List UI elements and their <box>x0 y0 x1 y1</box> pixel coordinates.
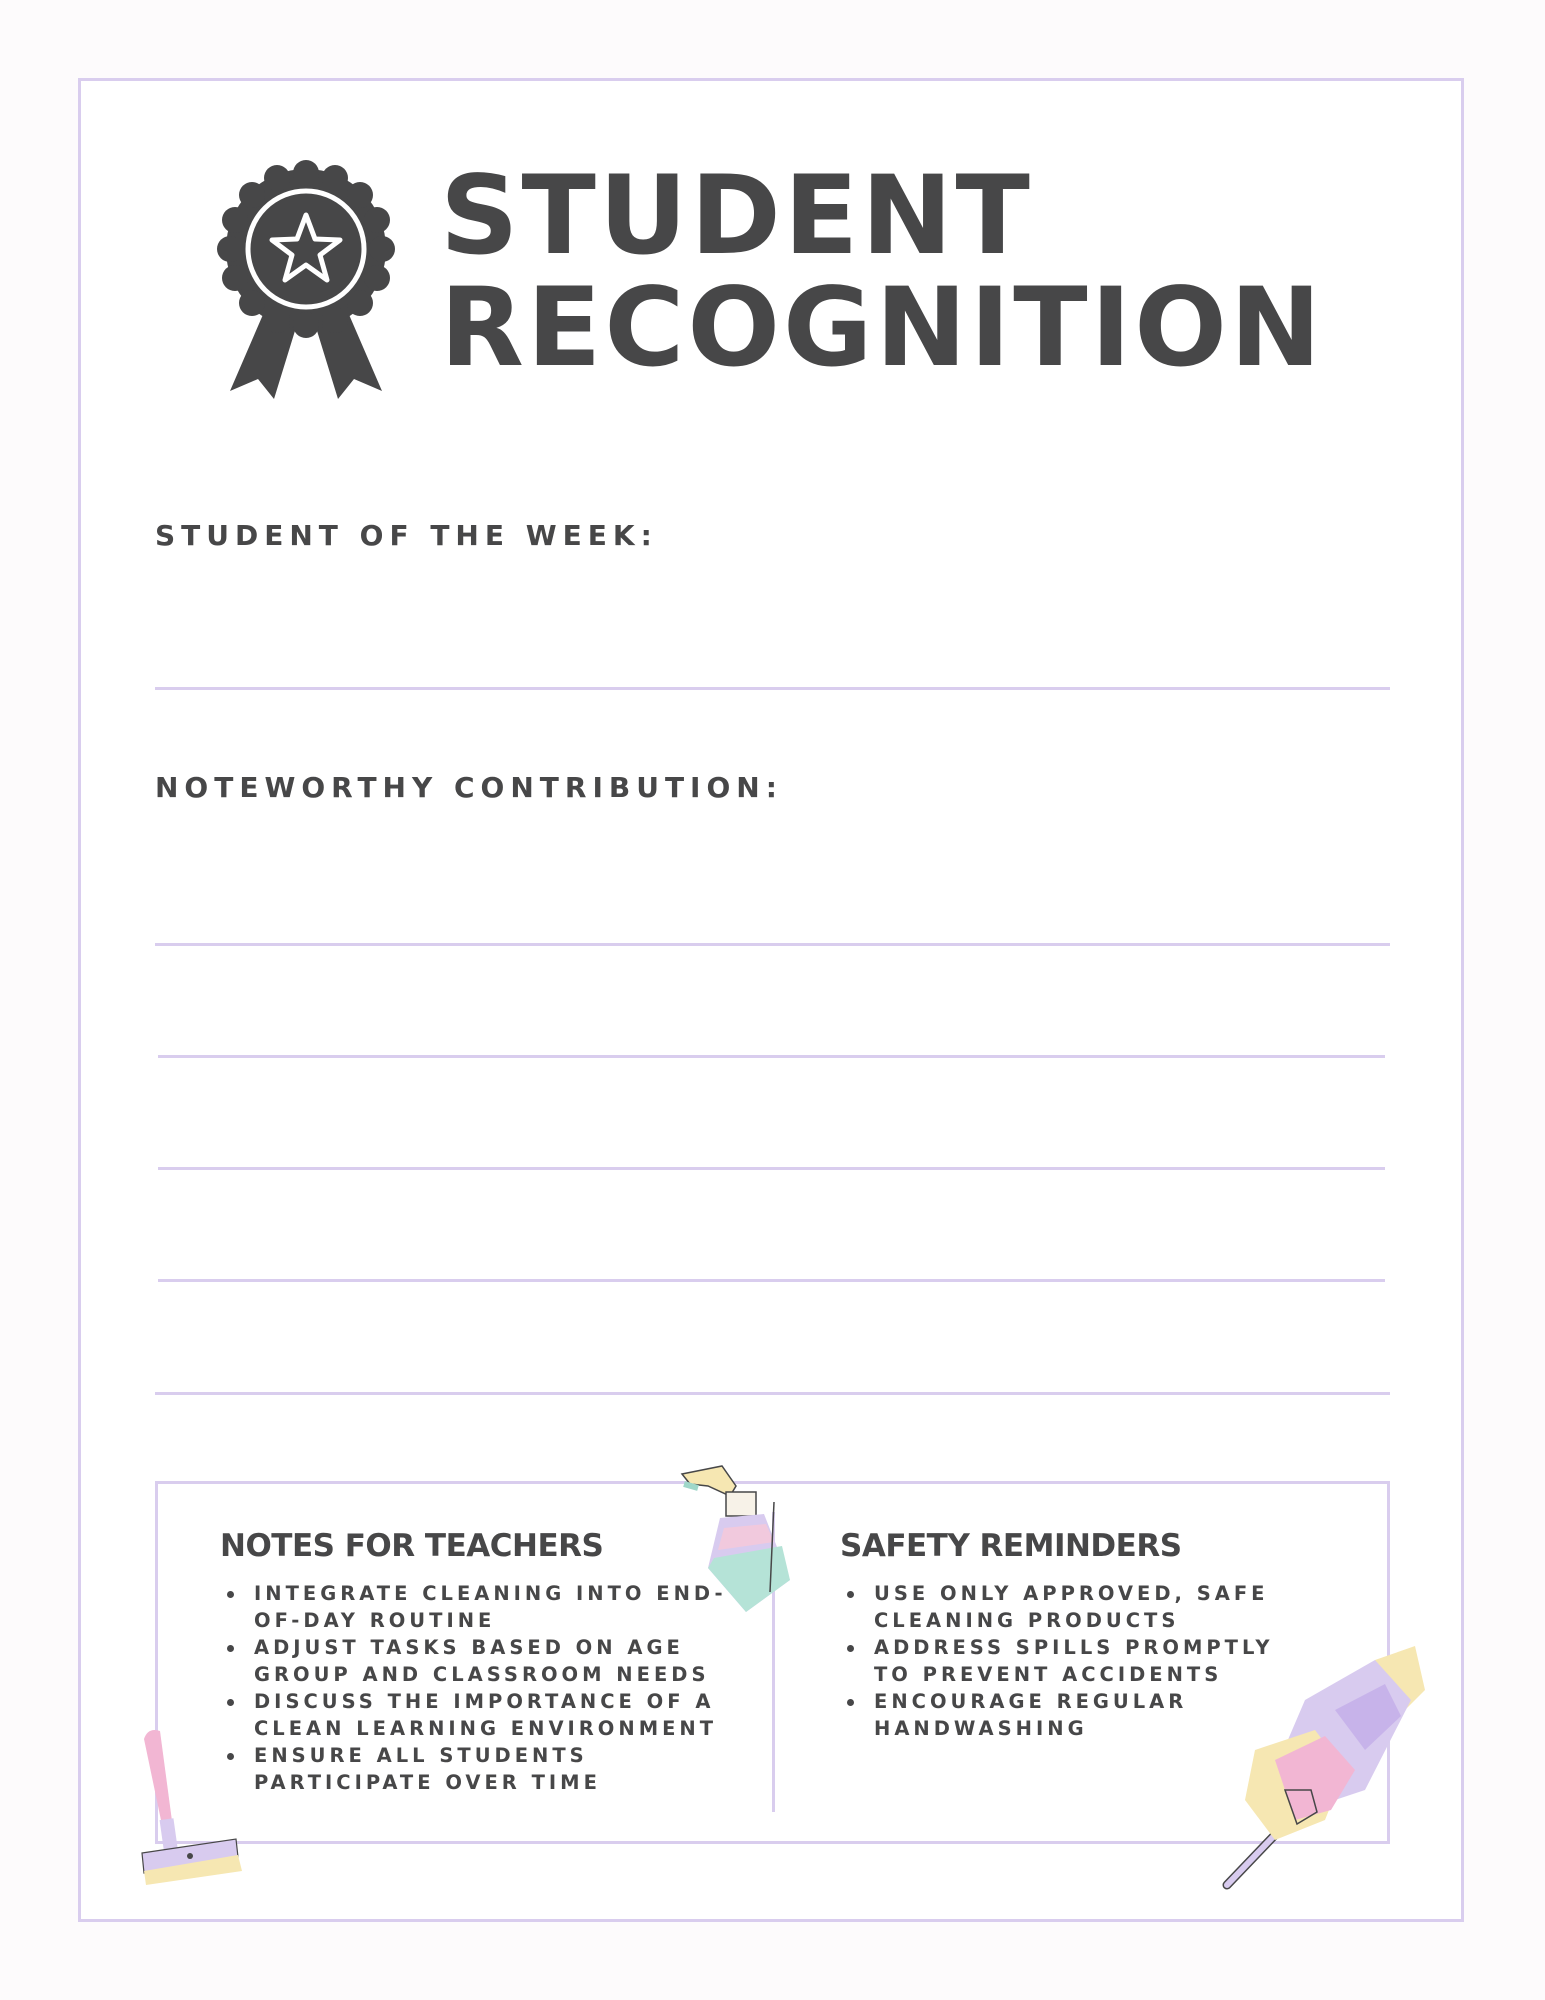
list-item: DISCUSS THE IMPORTANCE OF A CLEAN LEARNING ENVIRONMENT <box>220 1688 740 1742</box>
list-item: USE ONLY APPROVED, SAFE CLEANING PRODUCTS <box>840 1580 1320 1634</box>
feather-duster-icon <box>1215 1640 1430 1895</box>
list-item: ADJUST TASKS BASED ON AGE GROUP AND CLASSROOM NEEDS <box>220 1634 740 1688</box>
contribution-line-4[interactable] <box>158 1279 1385 1282</box>
list-item: ENCOURAGE REGULAR HANDWASHING <box>840 1688 1320 1742</box>
contribution-line-1[interactable] <box>155 943 1390 946</box>
student-name-line[interactable] <box>155 687 1390 690</box>
list-item: ENSURE ALL STUDENTS PARTICIPATE OVER TIME <box>220 1742 740 1796</box>
list-item: ADDRESS SPILLS PROMPTLY TO PREVENT ACCIDENTS <box>840 1634 1320 1688</box>
title-line-1: STUDENT <box>440 152 1033 279</box>
contribution-line-5[interactable] <box>155 1392 1390 1395</box>
contribution-line-3[interactable] <box>158 1167 1385 1170</box>
student-of-week-label: STUDENT OF THE WEEK: <box>155 519 658 552</box>
award-badge-icon <box>210 153 402 403</box>
contribution-line-2[interactable] <box>158 1055 1385 1058</box>
page-title <box>440 152 1325 391</box>
spray-bottle-icon <box>678 1462 804 1617</box>
safety-reminders-title: SAFETY REMINDERS <box>840 1528 1182 1564</box>
title-line-2: RECOGNITION <box>440 264 1325 391</box>
notes-for-teachers-list <box>220 1580 740 1796</box>
notes-for-teachers-title: NOTES FOR TEACHERS <box>220 1528 604 1564</box>
contribution-label: NOTEWORTHY CONTRIBUTION: <box>155 771 783 804</box>
list-item: INTEGRATE CLEANING INTO END-OF-DAY ROUTINE <box>220 1580 740 1634</box>
squeegee-icon <box>138 1725 246 1887</box>
